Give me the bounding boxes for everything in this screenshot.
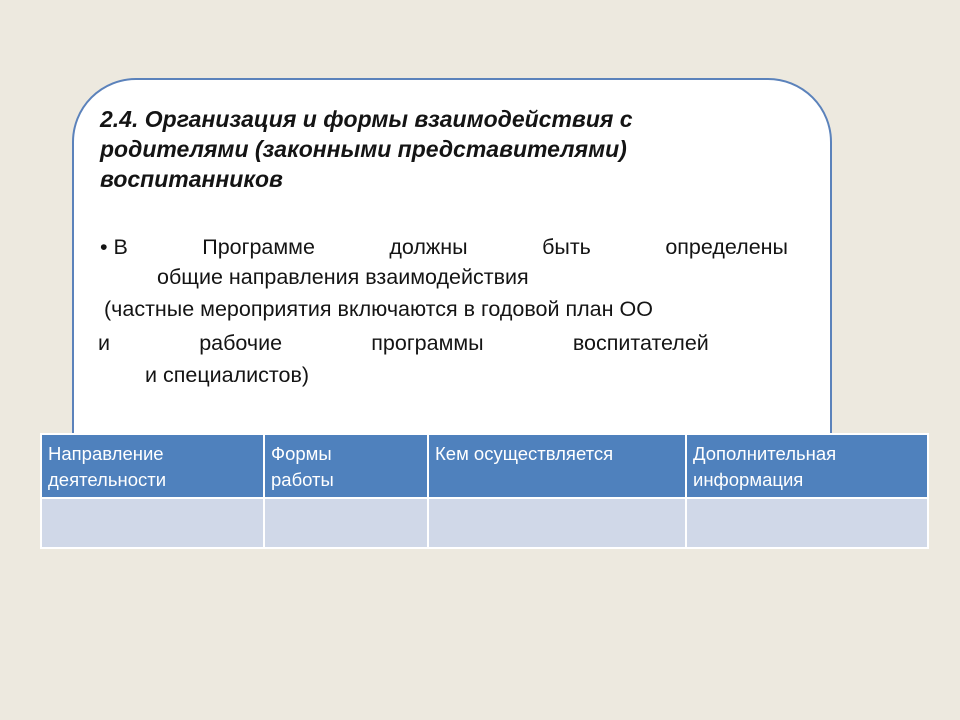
bullet-line-4 (98, 329, 798, 357)
bullet-word: определены (665, 235, 788, 259)
bullet-word: Программе (202, 235, 315, 259)
bullet-word: должны (389, 235, 468, 259)
header-text: информация (693, 469, 804, 490)
bullet-line-2: общие направления взаимодействия (157, 265, 529, 289)
bullet-line-5: и специалистов) (145, 363, 310, 387)
heading-line-3: воспитанников (100, 166, 283, 192)
header-cell-forms (264, 434, 428, 498)
table (40, 433, 929, 549)
table-row (41, 498, 928, 548)
bullet-word: быть (542, 235, 591, 259)
bullet-word: • В (100, 235, 128, 259)
table-cell (264, 498, 428, 548)
bullet-line-1 (100, 233, 788, 261)
section-heading (100, 104, 800, 194)
heading-line-2: родителями (законными представителями) (100, 136, 627, 162)
table-cell (686, 498, 928, 548)
header-text: работы (271, 469, 334, 490)
heading-line-1: 2.4. Организация и формы взаимодействия с (100, 106, 633, 132)
bullet-word: и (98, 331, 111, 355)
interaction-table (40, 433, 927, 549)
table-header-row (41, 434, 928, 498)
header-text: Направление (48, 443, 164, 464)
bullet-word: программы (371, 331, 484, 355)
header-cell-performer (428, 434, 686, 498)
header-cell-direction (41, 434, 264, 498)
bullet-word: воспитателей (572, 331, 709, 355)
header-text: Дополнительная (693, 443, 837, 464)
table-cell (428, 498, 686, 548)
table-cell (41, 498, 264, 548)
header-text: Формы (271, 443, 332, 464)
header-text: деятельности (48, 469, 167, 490)
header-text: Кем осуществляется (435, 443, 614, 464)
bullet-word: рабочие (199, 331, 283, 355)
header-cell-additional-info (686, 434, 928, 498)
bullet-line-3: (частные мероприятия включаются в годовой план ОО (104, 297, 653, 321)
